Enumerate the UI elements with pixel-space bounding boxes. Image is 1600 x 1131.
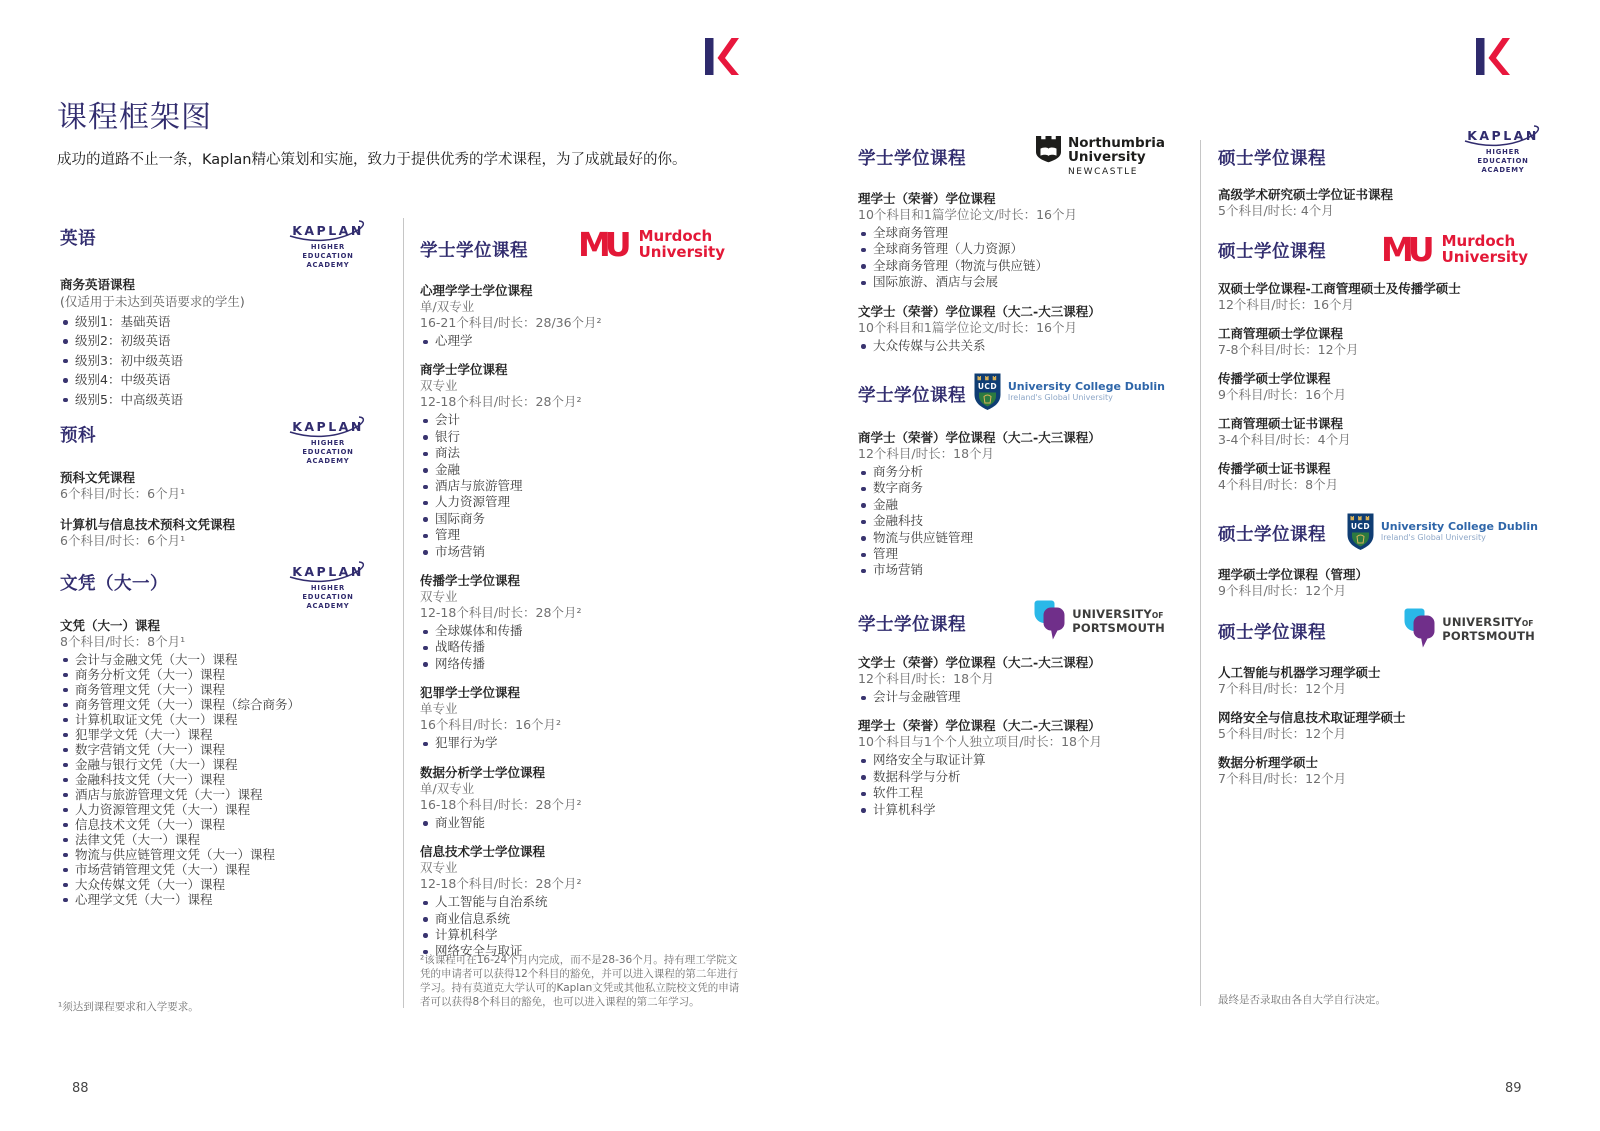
program-duration: 6个科目/时长：6个月¹ [60,486,186,501]
portsmouth-mark-icon [1034,600,1065,641]
section-title: 学士学位课程 [858,386,966,406]
kaplan-hea-logo [288,561,368,611]
course-item: 全球媒体和传播 [420,623,750,639]
course-item: 人工智能与自治系统 [420,894,750,910]
course-item: 管理 [858,546,1165,562]
course-list [858,689,1165,705]
murdoch-line1: Murdoch [1441,232,1516,250]
program [60,276,390,409]
course-item: 金融 [420,462,750,478]
program [858,190,1165,291]
program-name: 理学士（荣誉）学位课程 [858,191,996,206]
section-portsmouth-master [1218,615,1543,799]
section-title: 文凭（大一） [60,574,168,594]
course-item: 数字商务 [858,480,1165,496]
murdoch-line2: University [1441,247,1528,266]
program-note: (仅适用于未达到英语要求的学生) [60,294,245,309]
portsmouth-of: OF [1521,619,1534,628]
section-northumbria-bachelor [858,135,1165,366]
course-item: 会计 [420,412,750,428]
course-item: 计算机取证文凭（大一）课程 [60,712,390,727]
ucd-crest-icon [1347,513,1374,551]
program-duration: 5个科目/时长: 4个月 [1218,203,1334,218]
section-title: 硕士学位课程 [1218,242,1326,262]
program-duration: 12个科目/时长：16个月 [1218,297,1355,312]
program [858,303,1165,354]
kaplan-hea-logo [288,416,368,466]
course-item: 物流与供应链管理 [858,530,1165,546]
kaplan-wordmark: KAPLAN [292,564,364,579]
program [1218,415,1543,448]
course-item: 网络传播 [420,656,750,672]
program-duration: 12个科目/时长：18个月 [858,671,995,686]
kaplan-k-icon [1476,38,1510,75]
course-item: 犯罪学文凭（大一）课程 [60,727,390,742]
program-name: 计算机与信息技术预科文凭课程 [60,517,236,532]
program [1218,370,1543,403]
course-item: 全球商务管理（物流与供应链） [858,258,1165,274]
portsmouth-of: OF [1151,611,1164,620]
course-item: 市场营销管理文凭（大一）课程 [60,862,390,877]
program-name: 工商管理硕士证书课程 [1218,416,1344,431]
course-item: 网络安全与取证计算 [858,752,1165,768]
course-list [420,412,750,560]
course-list [858,338,1165,354]
section-title: 硕士学位课程 [1218,623,1326,643]
section-title: 硕士学位课程 [1218,525,1326,545]
ucd-line1: University College Dublin [1380,520,1538,533]
program-sub: 单/双专业 [420,780,475,796]
ucd-logo [1347,513,1538,551]
program-duration: 6个科目/时长：6个月¹ [60,533,186,548]
course-list [420,333,750,349]
program-name: 预科文凭课程 [60,470,136,485]
course-item: 全球商务管理 [858,225,1165,241]
course-list [420,735,750,751]
program [858,717,1165,818]
program-name: 传播学士学位课程 [420,573,521,589]
course-item: 市场营销 [858,562,1165,578]
program [420,843,750,960]
course-item: 级别2：初级英语 [60,331,390,350]
program [420,572,750,672]
course-item: 全球商务管理（人力资源） [858,241,1165,257]
course-item: 软件工程 [858,785,1165,801]
program [420,684,750,751]
program-sub: 单/双专业 [420,299,475,314]
portsmouth-mark-icon [1404,608,1435,649]
page-subtitle: 成功的道路不止一条，Kaplan精心策划和实施，致力于提供优秀的学术课程，为了成就最好的你。 [57,152,687,168]
program [858,654,1165,705]
program [60,617,390,907]
course-item: 商业信息系统 [420,911,750,927]
course-item: 商法 [420,445,750,461]
program-duration: 3-4个科目/时长：4个月 [1218,432,1351,447]
footnote-1: ¹须达到课程要求和入学要求。 [58,1001,199,1013]
course-item: 金融科技文凭（大一）课程 [60,772,390,787]
program [1218,280,1543,313]
program-name: 人工智能与机器学习理学硕士 [1218,665,1381,680]
program [1218,709,1543,742]
course-item: 犯罪行为学 [420,735,750,751]
course-list [858,225,1165,291]
course-item: 大众传媒文凭（大一）课程 [60,877,390,892]
footnote-3: 最终是否录取由各自大学自行决定。 [1218,994,1386,1006]
program [1218,186,1543,219]
course-item: 法律文凭（大一）课程 [60,832,390,847]
ucd-logo [974,373,1165,411]
program-sub: 双专业 [420,589,458,605]
program [60,516,390,549]
program-sub: 单专业 [420,701,458,717]
program-duration: 16-21个科目/时长：28/36个月² [420,315,602,330]
program-name: 网络安全与信息技术取证理学硕士 [1218,710,1406,725]
course-item: 数字营销文凭（大一）课程 [60,742,390,757]
kaplan-hea-line3: ACADEMY [306,457,350,465]
course-list [858,752,1165,818]
course-list [420,894,750,960]
kaplan-wordmark: KAPLAN [292,223,364,238]
program-name: 商学士（荣誉）学位课程（大二-大三课程） [858,430,1101,445]
murdoch-mu-icon: MU [577,224,626,264]
program-duration: 5个科目/时长：12个月 [1218,726,1347,741]
program [1218,664,1543,697]
course-item: 大众传媒与公共关系 [858,338,1165,354]
program-duration: 12-18个科目/时长：28个月² [420,605,582,621]
program-duration: 7-8个科目/时长：12个月 [1218,342,1359,357]
course-item: 心理学 [420,333,750,349]
program-name: 文学士（荣誉）学位课程（大二-大三课程） [858,655,1101,670]
section-ucd-bachelor [858,382,1165,591]
course-item: 市场营销 [420,544,750,560]
program-name: 高级学术研究硕士学位证书课程 [1218,187,1394,202]
course-item: 战略传播 [420,639,750,655]
course-item: 网络安全与取证 [420,943,750,959]
ucd-line2: Ireland's Global University [1007,393,1113,402]
course-item: 商务分析文凭（大一）课程 [60,667,390,682]
program-duration: 7个科目/时长：12个月 [1218,681,1347,696]
kaplan-hea-line3: ACADEMY [306,261,350,269]
program-duration: 16个科目/时长：16个月² [420,717,562,733]
program-duration: 12-18个科目/时长：28个月² [420,876,582,892]
course-item: 物流与供应链管理文凭（大一）课程 [60,847,390,862]
portsmouth-line2: PORTSMOUTH [1442,629,1535,643]
program [420,282,750,349]
section-portsmouth-bachelor [858,607,1165,830]
section-foundation [60,419,390,561]
svg-text:UCD: UCD [1350,522,1370,531]
course-item: 金融 [858,497,1165,513]
course-item: 金融科技 [858,513,1165,529]
course-list [420,815,750,831]
northumbria-line1: Northumbria [1067,135,1165,151]
program [60,469,390,502]
section-title: 学士学位课程 [858,615,966,635]
northumbria-line2: University [1067,149,1146,165]
section-title: 学士学位课程 [858,149,966,169]
ucd-line2: Ireland's Global University [1380,533,1486,542]
course-item: 银行 [420,429,750,445]
section-english [60,225,390,421]
kaplan-hea-line2: HIGHER EDUCATION [302,584,354,601]
footnote-2: ²该课程可在16-24个月内完成，而不是28-36个月。持有理工学院文凭的申请者可以获得12个科目的豁免，并可以进入课程的第二年进行学习。持有莫道克大学认可的Kaplan文凭或其他私立院校文凭的申请者可以获得8个科目的豁免，也可以进入课程的第二年学习。 [420,954,740,1008]
page-number-left: 88 [72,1081,89,1096]
course-item: 计算机科学 [858,802,1165,818]
program-name: 传播学硕士证书课程 [1218,461,1331,476]
svg-text:UCD: UCD [977,382,997,391]
program-name: 传播学硕士学位课程 [1218,371,1331,386]
portsmouth-logo [1404,608,1535,649]
program-sub: 双专业 [420,860,458,876]
section-ucd-master [1218,521,1543,611]
murdoch-line2: University [638,242,725,261]
portsmouth-line2: PORTSMOUTH [1072,621,1165,635]
course-list [420,623,750,672]
course-item: 级别1：基础英语 [60,312,390,331]
kaplan-hea-line2: HIGHER EDUCATION [1477,148,1529,165]
page-divider [1200,140,1201,1006]
course-item: 会计与金融管理 [858,689,1165,705]
program-name: 数据分析理学硕士 [1218,755,1319,770]
course-item: 计算机科学 [420,927,750,943]
course-item: 金融与银行文凭（大一）课程 [60,757,390,772]
program-duration: 10个科目与1个个人独立项目/时长：18个月 [858,734,1102,750]
course-item: 人力资源管理 [420,494,750,510]
northumbria-logo [1036,136,1165,179]
program-name: 工商管理硕士学位课程 [1218,326,1344,341]
program-sub: 双专业 [420,378,458,394]
program-name: 文凭（大一）课程 [60,618,161,633]
course-item: 商务分析 [858,464,1165,480]
course-list [60,652,390,907]
kaplan-hea-logo [288,220,368,270]
program [1218,460,1543,493]
course-item: 会计与金融文凭（大一）课程 [60,652,390,667]
course-item: 人力资源管理文凭（大一）课程 [60,802,390,817]
course-item: 酒店与旅游管理文凭（大一）课程 [60,787,390,802]
course-item: 级别3：初中级英语 [60,351,390,370]
program [1218,325,1543,358]
course-item: 级别4：中级英语 [60,370,390,389]
program [420,361,750,560]
kaplan-wordmark: KAPLAN [292,419,364,434]
section-title: 预科 [60,426,96,446]
kaplan-hea-line3: ACADEMY [1481,166,1525,174]
kaplan-hea-line2: HIGHER EDUCATION [302,439,354,456]
program [858,429,1165,579]
program-name: 理学士（荣誉）学位课程（大二-大三课程） [858,718,1101,734]
program-name: 犯罪学士学位课程 [420,685,521,701]
page-title: 课程框架图 [57,100,212,135]
program-name: 商学士学位课程 [420,362,508,378]
ucd-line1: University College Dublin [1007,380,1165,393]
northumbria-line3: NEWCASTLE [1067,167,1139,177]
program-name: 商务英语课程 [60,277,136,292]
portsmouth-line1: UNIVERSITY [1072,607,1152,621]
kaplan-hea-line2: HIGHER EDUCATION [302,243,354,260]
program-name: 理学硕士学位课程（管理） [1218,567,1369,582]
program-duration: 9个科目/时长：16个月 [1218,387,1347,402]
portsmouth-line1: UNIVERSITY [1442,615,1522,629]
course-item: 国际旅游、酒店与会展 [858,274,1165,290]
program [420,764,750,831]
program [1218,754,1543,787]
program [1218,566,1543,599]
course-item: 国际商务 [420,511,750,527]
course-item: 管理 [420,527,750,543]
program-name: 文学士（荣誉）学位课程（大二-大三课程） [858,303,1101,319]
section-murdoch-bachelor [420,224,750,972]
kaplan-k-icon [705,38,739,75]
program-name: 心理学学士学位课程 [420,283,533,298]
section-title: 硕士学位课程 [1218,149,1326,169]
course-item: 信息技术文凭（大一）课程 [60,817,390,832]
murdoch-line1: Murdoch [638,227,713,245]
course-list [60,312,390,409]
section-title: 学士学位课程 [420,241,528,261]
course-item: 级别5：中高级英语 [60,390,390,409]
program-duration: 12-18个科目/时长：28个月² [420,394,582,410]
section-murdoch-master [1218,229,1543,505]
course-item: 数据科学与分析 [858,769,1165,785]
program-duration: 16-18个科目/时长：28个月² [420,796,582,812]
column-divider [403,218,404,1008]
murdoch-logo [1380,229,1528,269]
course-item: 商务管理文凭（大一）课程 [60,682,390,697]
section-diploma [60,564,390,919]
program-duration: 8个科目/时长：8个月¹ [60,634,186,649]
page-number-right: 89 [1505,1081,1522,1096]
kaplan-hea-line3: ACADEMY [306,602,350,610]
program-name: 数据分析学士学位课程 [420,764,546,780]
program-duration: 4个科目/时长：8个月 [1218,477,1339,492]
course-item: 商业智能 [420,815,750,831]
murdoch-logo [577,224,725,264]
program-name: 双硕士学位课程-工商管理硕士及传播学硕士 [1218,281,1461,296]
kaplan-wordmark: KAPLAN [1467,128,1539,143]
program-duration: 7个科目/时长：12个月 [1218,771,1347,786]
section-title: 英语 [60,229,96,249]
course-item: 商务管理文凭（大一）课程（综合商务） [60,697,390,712]
program-duration: 10个科目和1篇学位论文/时长：16个月 [858,207,1077,222]
ucd-crest-icon [974,373,1001,411]
program-duration: 9个科目/时长：12个月 [1218,583,1347,598]
section-kaplan-master [1218,128,1543,231]
portsmouth-logo [1034,600,1165,641]
program-duration: 12个科目/时长：18个月 [858,446,995,461]
course-item: 心理学文凭（大一）课程 [60,892,390,907]
program-duration: 10个科目和1篇学位论文/时长：16个月 [858,319,1077,335]
kaplan-hea-logo [1463,125,1543,175]
murdoch-mu-icon: MU [1380,229,1429,269]
northumbria-shield-icon [1036,136,1061,166]
course-list [858,464,1165,579]
program-name: 信息技术学士学位课程 [420,844,546,860]
course-item: 酒店与旅游管理 [420,478,750,494]
